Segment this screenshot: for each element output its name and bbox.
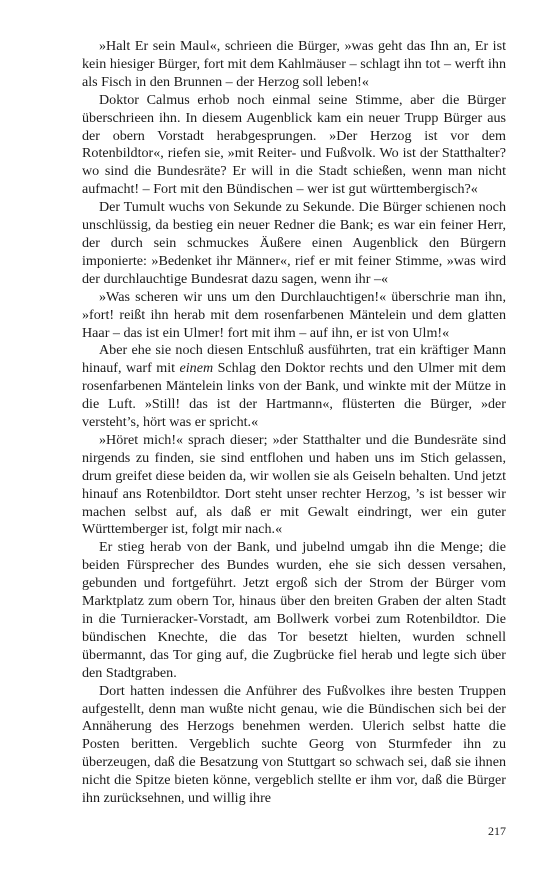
paragraph: Dort hatten indessen die Anführer des Fußvolkes ihre besten Truppen aufgestellt, denn man wußte nicht genau, wie die Bündischen sich bei der Annäherung des Herzogs benehmen werden. Ulerich selbst hatte die Posten beritten. Vergeblich suchte Georg von Sturmfeder ihn zu überzeugen, daß die Besatzung von Stuttgart so schwach sei, daß sie ihnen nicht die Spitze bieten könne, vergeblich stellte er ihm vor, daß die Bürger ihn zurücksehnen, und willig ihre [82,682,506,807]
paragraph: Er stieg herab von der Bank, und jubelnd umgab ihn die Menge; die beiden Fürsprecher des Bundes wurden, ehe sie sich dessen versahen, gebunden und fortgeführt. Jetzt ergoß sich der Strom der Bürger vom Marktplatz zum obern Tor, hinaus über den breiten Graben der alten Stadt in die Turnieracker-Vorstadt, am Bollwerk vorbei zum Rotenbildtor. Die bündischen Knechte, die das Tor besetzt hielten, wurden schnell übermannt, das Tor ging auf, die Zugbrücke fiel herab und legte sich über den Stadtgraben. [82,539,506,681]
body-text [82,38,506,808]
paragraph: »Was scheren wir uns um den Durchlauchtigen!« überschrie man ihn, »fort! reißt ihn herab mit dem rosenfarbenen Mäntelein und dem glatten Haar – das ist ein Ulmer! fort mit ihm – auf ihn, er ist von Ulm!« [82,288,506,341]
paragraph: Der Tumult wuchs von Sekunde zu Sekunde. Die Bürger schienen noch unschlüssig, da bestieg ein neuer Redner die Bank; es war ein feiner Herr, der durch sein schmuckes Äußere einen Augenblick den Bürgern imponierte: »Bedenket ihr Männer«, rief er mit feiner Stimme, »was wird der durchlauchtige Bundesrat dazu sagen, wenn ihr –« [82,199,506,287]
paragraph-text: Schlag den Doktor rechts und den Ulmer mit dem rosenfarbenen Mäntelein links von der Bank, und winkte mit der Mütze in die Luft. »Still! das ist der Hartmann«, flüsterten die Bürger, »der versteht’s, hört was er spricht.« [82,360,506,431]
paragraph: »Höret mich!« sprach dieser; »der Statthalter und die Bundesräte sind nirgends zu finden, sie sind entflohen und haben uns im Stich gelassen, drum greifet diese beiden da, wir wollen sie als Geiseln behalten. Und jetzt hinauf ans Rotenbildtor. Dort steht unser rechter Herzog, ’s ist besser wir machen selbst auf, als daß er mit Gewalt eindringt, wer ein guter Württemberger ist, folgt mir nach.« [82,431,506,538]
page-number: 217 [488,824,506,838]
emphasized-word: einem [179,360,214,377]
paragraph: Doktor Calmus erhob noch einmal seine Stimme, aber die Bürger überschrieen ihn. In diesem Augenblick kam ein neuer Trupp Bürger aus der obern Vorstadt herabgesprungen. »Der Herzog ist vor dem Rotenbildtor«, riefen sie, »mit Reiter- und Fußvolk. Wo ist der Statthalter? wo sind die Bundesräte? Er will in die Stadt schießen, wenn man nicht aufmacht! – Fort mit den Bündischen – wer ist gut württembergisch?« [82,91,506,198]
paragraph: »Halt Er sein Maul«, schrieen die Bürger, »was geht das Ihn an, Er ist kein hiesiger Bürger, fort mit dem Kahlmäuser – schlagt ihn tot – werft ihn als Fisch in den Brunnen – der Herzog soll leben!« [82,38,506,90]
paragraph-text: Aber ehe sie noch diesen Entschluß ausführten, trat ein kräftiger Mann hinauf, warf mit [82,342,506,377]
paragraph [82,342,506,432]
